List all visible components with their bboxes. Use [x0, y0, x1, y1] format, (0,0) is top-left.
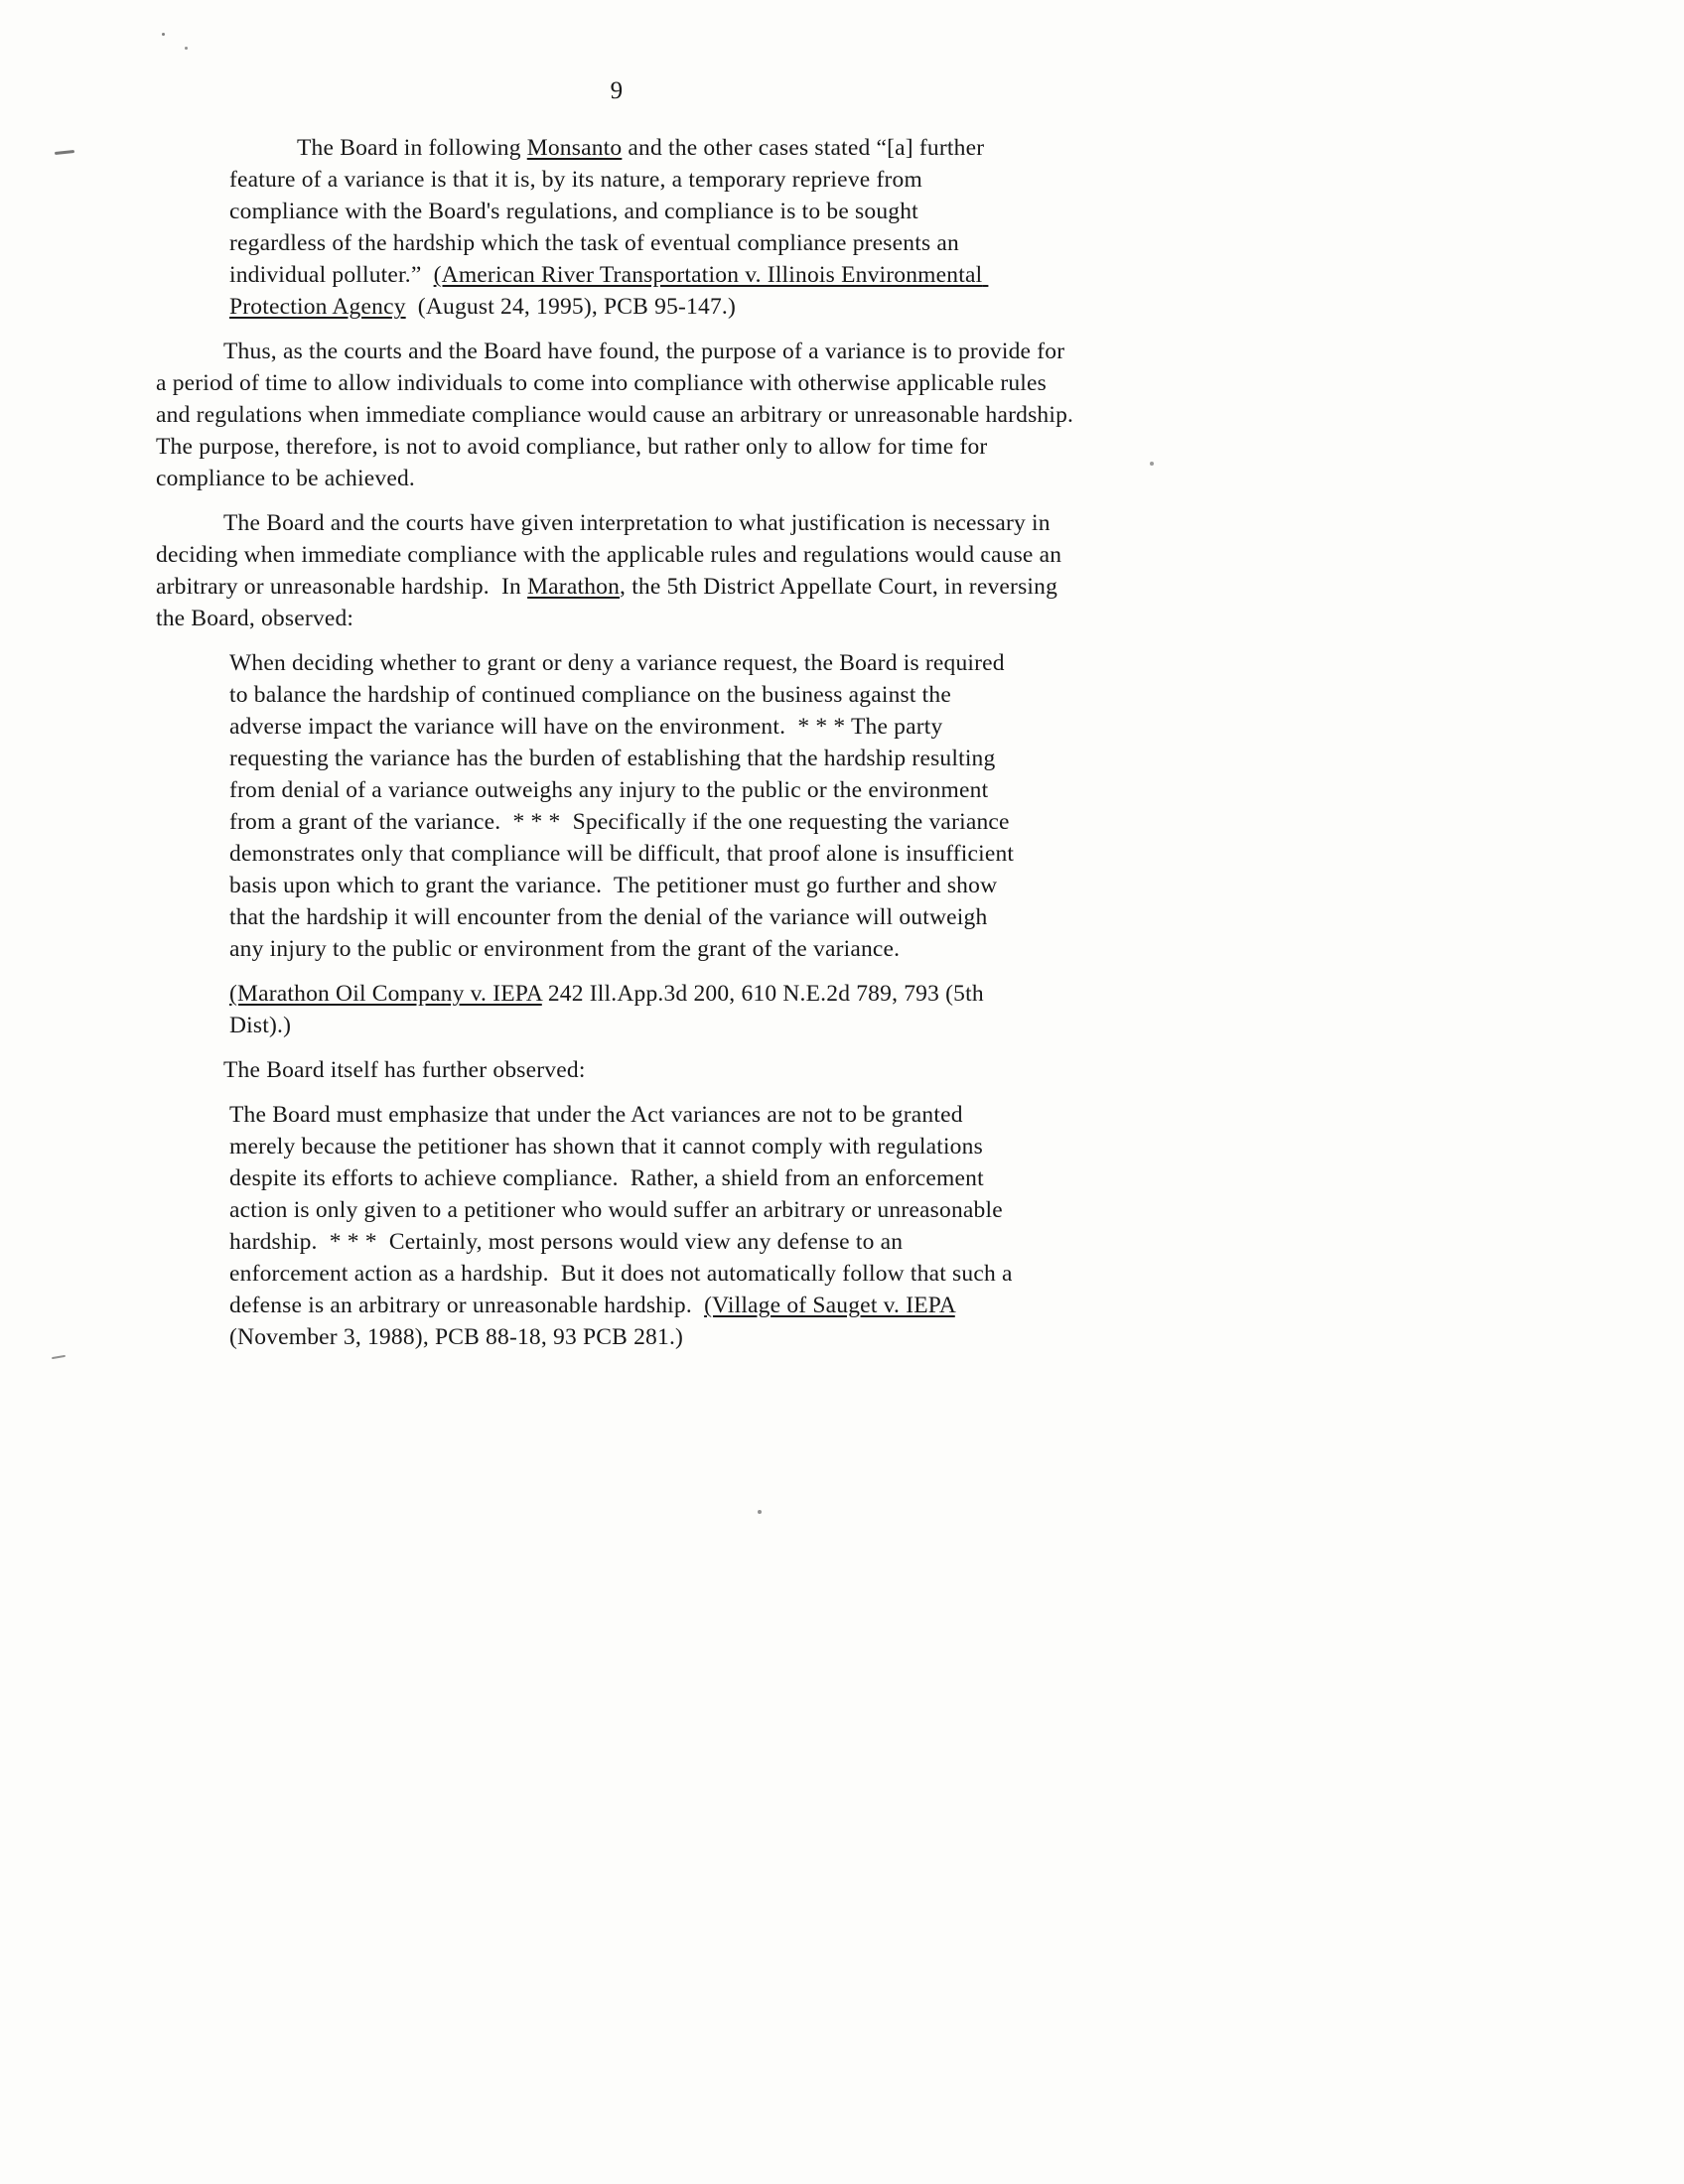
text-segment: The Board itself has further observed: — [223, 1057, 586, 1083]
text-segment: When deciding whether to grant or deny a variance request, the Board is required to balance the hardship of continued compliance on the business against the adverse impact the variance will have on the environment. * * * The party requesting the variance has the burden of establishing that the hardship resulting from denial of a variance outweighs any injury to the public or the environment from a grant of the variance. * * * Specifically if the one requesting the variance demonstrates only that compliance will be difficult, that proof alone is insufficient basis upon which to grant the variance. The petitioner must go further and show that the hardship it will encounter from the denial of the variance will outweigh any injury to the public or environment from the grant of the variance. — [229, 650, 1021, 962]
scan-artifact-dot — [162, 33, 165, 36]
blockquote-paragraph — [229, 1099, 1021, 1353]
underlined-case-citation: Monsanto — [526, 135, 623, 161]
blockquote-paragraph — [229, 132, 1021, 323]
text-segment: The Board in following — [297, 135, 527, 161]
text-segment: 242 Ill.App.3d 200, 610 N.E.2d 789, 793 (5th Dist).) — [229, 981, 990, 1038]
underlined-case-citation: Marathon — [527, 574, 621, 600]
text-segment: , the 5th District Appellate Court, in reversing the Board, observed: — [156, 574, 1064, 631]
body-paragraph — [156, 1054, 1079, 1086]
blockquote-paragraph — [229, 647, 1021, 965]
underlined-case-citation: (Marathon Oil Company v. IEPA — [229, 981, 542, 1007]
document-body — [0, 132, 1684, 1366]
text-segment: The Board must emphasize that under the Act variances are not to be granted merely because the petitioner has shown that it cannot comply with regulations despite its efforts to achieve compliance. Rather, a shield from an enforcement action is only given to a petitioner who would suffer an arbitrary or unreasonable hardship. * * * Certainly, most persons would view any defense to an enforcement action as a hardship. But it does not automatically follow that such a defense is an arbitrary or unreasonable hardship. — [229, 1102, 1019, 1318]
scan-artifact-dot — [185, 47, 188, 50]
text-segment: (November 3, 1988), PCB 88-18, 93 PCB 281.) — [229, 1293, 961, 1350]
text-segment: Thus, as the courts and the Board have found, the purpose of a variance is to provide for a period of time to allow individuals to come into compliance with otherwise applicable rules and regulations when immediate compliance would cause an arbitrary or unreasonable hardship. The purpose, therefore, is not to avoid compliance, but rather only to allow for time for compliance to be achieved. — [156, 339, 1085, 491]
text-segment: (August 24, 1995), PCB 95-147.) — [405, 294, 736, 320]
underlined-case-citation: (Village of Sauget v. IEPA — [704, 1293, 955, 1318]
text-segment: and the other cases stated “[a] further feature of a variance is that it is, by its nature, a temporary reprieve from compliance with the Board's regulations, and compliance is to be sought regardless of the hardship which the task of eventual compliance presents an individual polluter.” — [229, 135, 991, 288]
scan-artifact-dot — [1150, 462, 1154, 466]
blockquote-paragraph — [229, 978, 1021, 1041]
page-number: 9 — [610, 77, 624, 104]
text-segment: The Board and the courts have given interpretation to what justification is necessary in deciding when immediate compliance with the applicable rules and regulations would cause an arbitrary or unreasonable hardship. In — [156, 510, 1068, 600]
underlined-case-citation: (American River Transportation v. Illinois Environmental Protection Agency — [229, 262, 989, 320]
body-paragraph — [156, 507, 1079, 634]
body-paragraph — [156, 336, 1085, 494]
scan-artifact-dot — [758, 1510, 762, 1514]
